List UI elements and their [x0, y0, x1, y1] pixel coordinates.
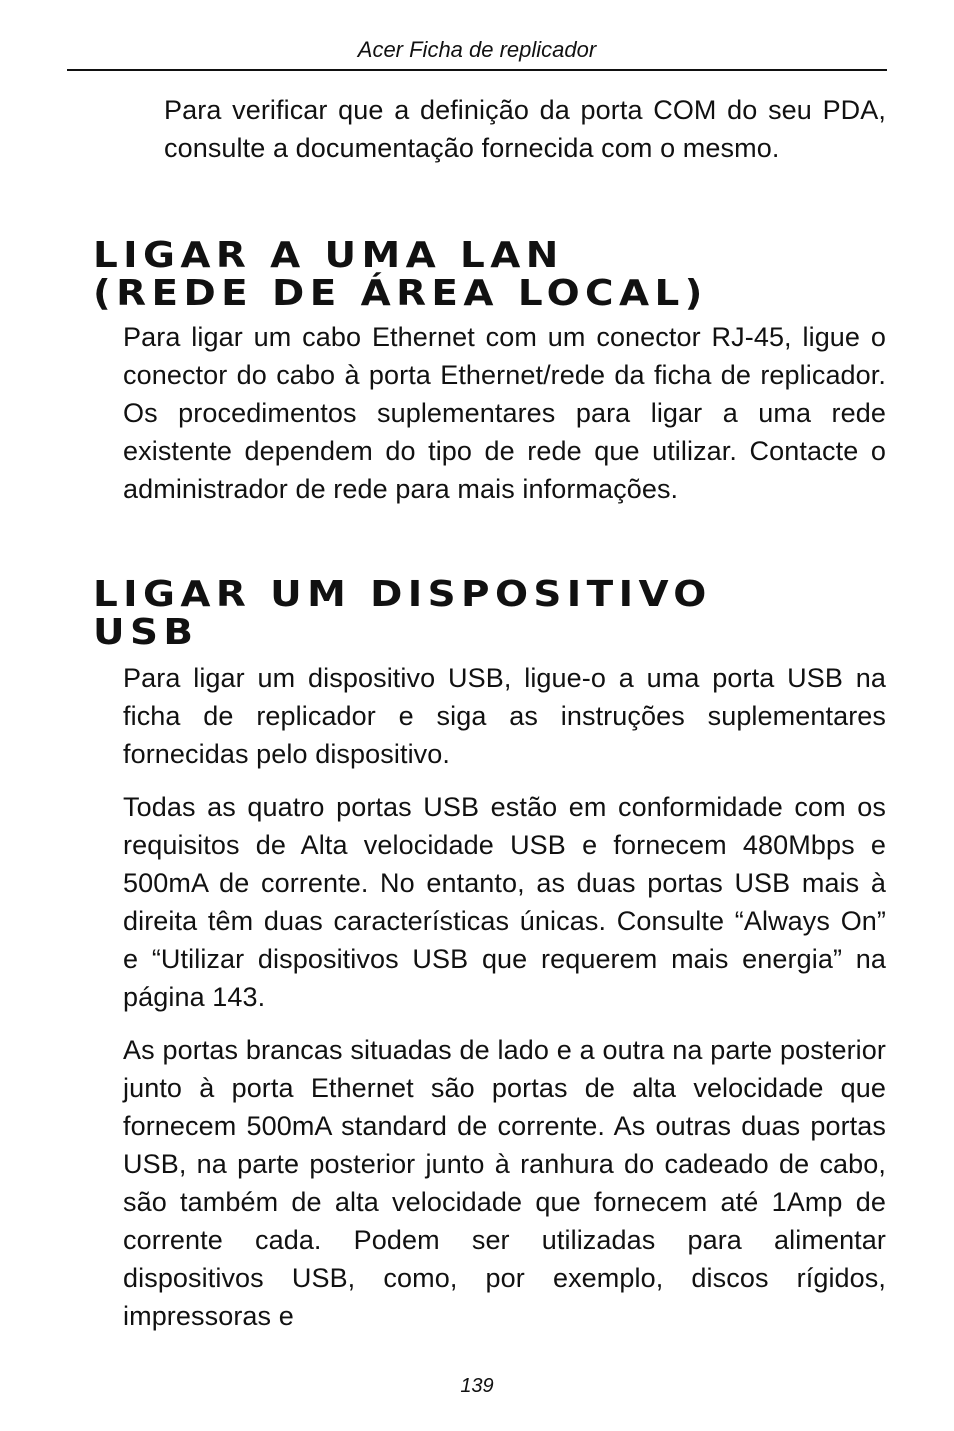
- section-heading-usb-line2: USB: [93, 612, 199, 653]
- section-heading-lan-line2: (REDE DE ÁREA LOCAL): [93, 273, 708, 314]
- usb-paragraph-3: As portas brancas situadas de lado e a outra na parte posterior junto à porta Ethernet são portas de alta velocidade que fornecem 500mA standard de corrente. As outras duas portas USB, na parte posterior junto à ranhura do cadeado de cabo, são também de alta velocidade que fornecem até 1Amp de corrente cada. Podem ser utilizadas para alimentar dispositivos USB, como, por exemplo, discos rígidos, impressoras e: [123, 1035, 886, 1331]
- lan-paragraph: Para ligar um cabo Ethernet com um conector RJ-45, ligue o conector do cabo à porta Ethernet/rede da ficha de replicador. Os procedimentos suplementares para ligar a uma rede existente dependem do tipo de rede que utilizar. Contacte o administrador de rede para mais informações.: [123, 322, 886, 504]
- running-header: Acer Ficha de replicador: [357, 37, 597, 62]
- header-rule: [67, 69, 887, 71]
- intro-paragraph: Para verificar que a definição da porta COM do seu PDA, consulte a documentação fornecida com o mesmo.: [164, 95, 886, 163]
- section-heading-usb-line1: LIGAR UM DISPOSITIVO: [93, 574, 712, 615]
- usb-paragraph-2: Todas as quatro portas USB estão em conformidade com os requisitos de Alta velocidade USB e fornecem 480Mbps e 500mA de corrente. No entanto, as duas portas USB mais à direita têm duas características únicas. Consulte “Always On” e “Utilizar dispositivos USB que requerem mais energia” na página 143.: [123, 792, 886, 1012]
- usb-paragraph-1: Para ligar um dispositivo USB, ligue-o a uma porta USB na ficha de replicador e siga as instruções suplementares fornecidas pelo dispositivo.: [123, 663, 886, 769]
- page-number: 139: [460, 1375, 494, 1397]
- section-heading-lan-line1: LIGAR A UMA LAN: [93, 235, 564, 276]
